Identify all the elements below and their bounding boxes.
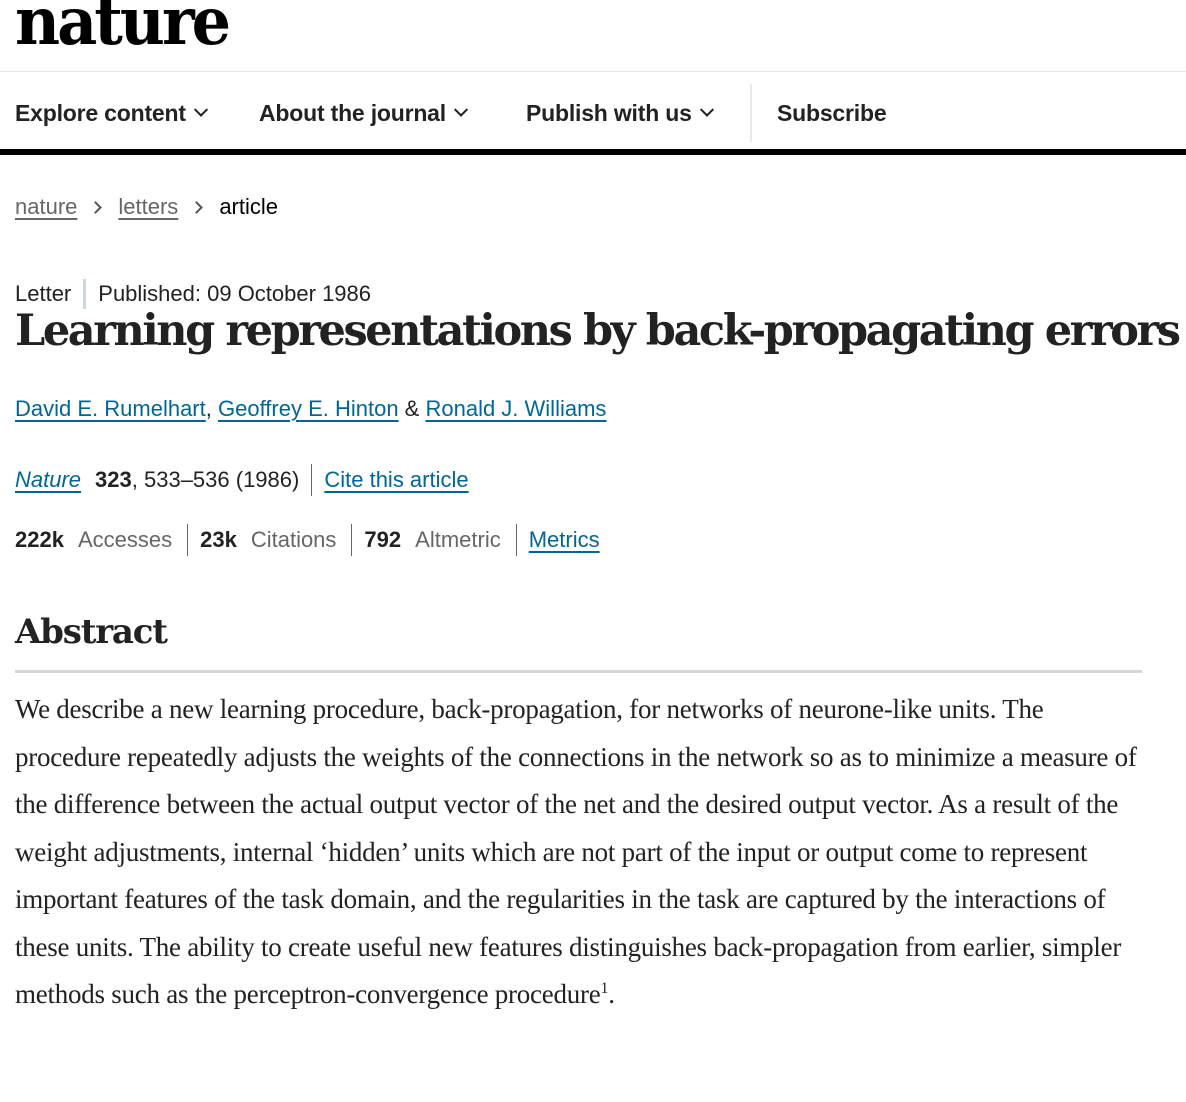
altmetric-label: Altmetric (415, 527, 501, 552)
author-link[interactable]: Ronald J. Williams (425, 396, 607, 421)
accesses-label: Accesses (77, 527, 173, 552)
nav-publish-with-us[interactable] (526, 100, 712, 127)
citation-line (15, 464, 469, 496)
reference-link[interactable]: 1 (600, 980, 609, 997)
main-nav (0, 72, 1186, 155)
author-list (15, 396, 606, 422)
chevron-down-icon (454, 102, 468, 116)
accesses-count: 222k (15, 527, 64, 552)
breadcrumb-nature[interactable]: nature (15, 194, 78, 219)
nav-item-label: Publish with us (526, 100, 692, 126)
nav-item-label: About the journal (259, 100, 446, 126)
logo-bar (0, 0, 1186, 72)
chevron-right-icon (190, 201, 203, 214)
article-meta (15, 279, 371, 309)
author-link[interactable]: Geoffrey E. Hinton (217, 396, 399, 421)
breadcrumb (15, 194, 278, 220)
abstract-body: We describe a new learning procedure, back-propagation, for networks of neurone-like units. The procedure repeatedly adjusts the weights of the connections in the network so as to minimize a measure of the difference between the actual output vector of the net and the desired output vector. As a result of the weight adjustments, internal ‘hidden’ units which are not part of the input or output come to represent important features of the task domain, and the regularities in the task are captured by the interactions of these units. The ability to create useful new features distinguishes back-propagation from earlier, simpler methods such as the perceptron-convergence procedure (15, 694, 1137, 1009)
meta-divider (83, 279, 86, 309)
abstract-heading: Abstract (15, 612, 167, 652)
nav-item-label: Subscribe (777, 100, 887, 126)
citations-label: Citations (250, 527, 337, 552)
chevron-right-icon (90, 201, 103, 214)
metrics-divider (187, 524, 188, 556)
article-title: Learning representations by back-propagating errors (15, 306, 1179, 356)
article-metrics (15, 524, 600, 556)
nav-about-journal[interactable] (259, 100, 466, 127)
article-type: Letter (15, 281, 72, 306)
metrics-divider (516, 524, 517, 556)
site-header (0, 0, 1186, 155)
pages-year: , 533–536 (1986) (131, 467, 300, 492)
abstract-text (15, 686, 1155, 1019)
breadcrumb-current: article (219, 194, 278, 219)
author-separator: , (205, 396, 218, 421)
metrics-divider (351, 524, 352, 556)
citation-divider (311, 464, 312, 496)
chevron-down-icon (194, 102, 208, 116)
abstract-divider (15, 670, 1142, 673)
metrics-link[interactable]: Metrics (528, 527, 600, 552)
author-separator: & (398, 396, 426, 421)
abstract-end: . (608, 979, 615, 1009)
journal-link[interactable]: Nature (15, 467, 82, 492)
nav-subscribe[interactable] (777, 100, 886, 127)
chevron-down-icon (700, 102, 714, 116)
nav-divider (750, 84, 752, 142)
breadcrumb-letters[interactable]: letters (118, 194, 179, 219)
cite-this-article-link[interactable]: Cite this article (324, 467, 469, 492)
nav-item-label: Explore content (15, 100, 186, 126)
published-date: Published: 09 October 1986 (98, 281, 372, 306)
nav-explore-content[interactable] (15, 100, 206, 127)
author-link[interactable]: David E. Rumelhart (15, 396, 206, 421)
altmetric-score: 792 (364, 527, 402, 552)
citations-count: 23k (200, 527, 237, 552)
nature-logo[interactable]: nature (15, 0, 229, 60)
volume: 323 (95, 467, 132, 492)
